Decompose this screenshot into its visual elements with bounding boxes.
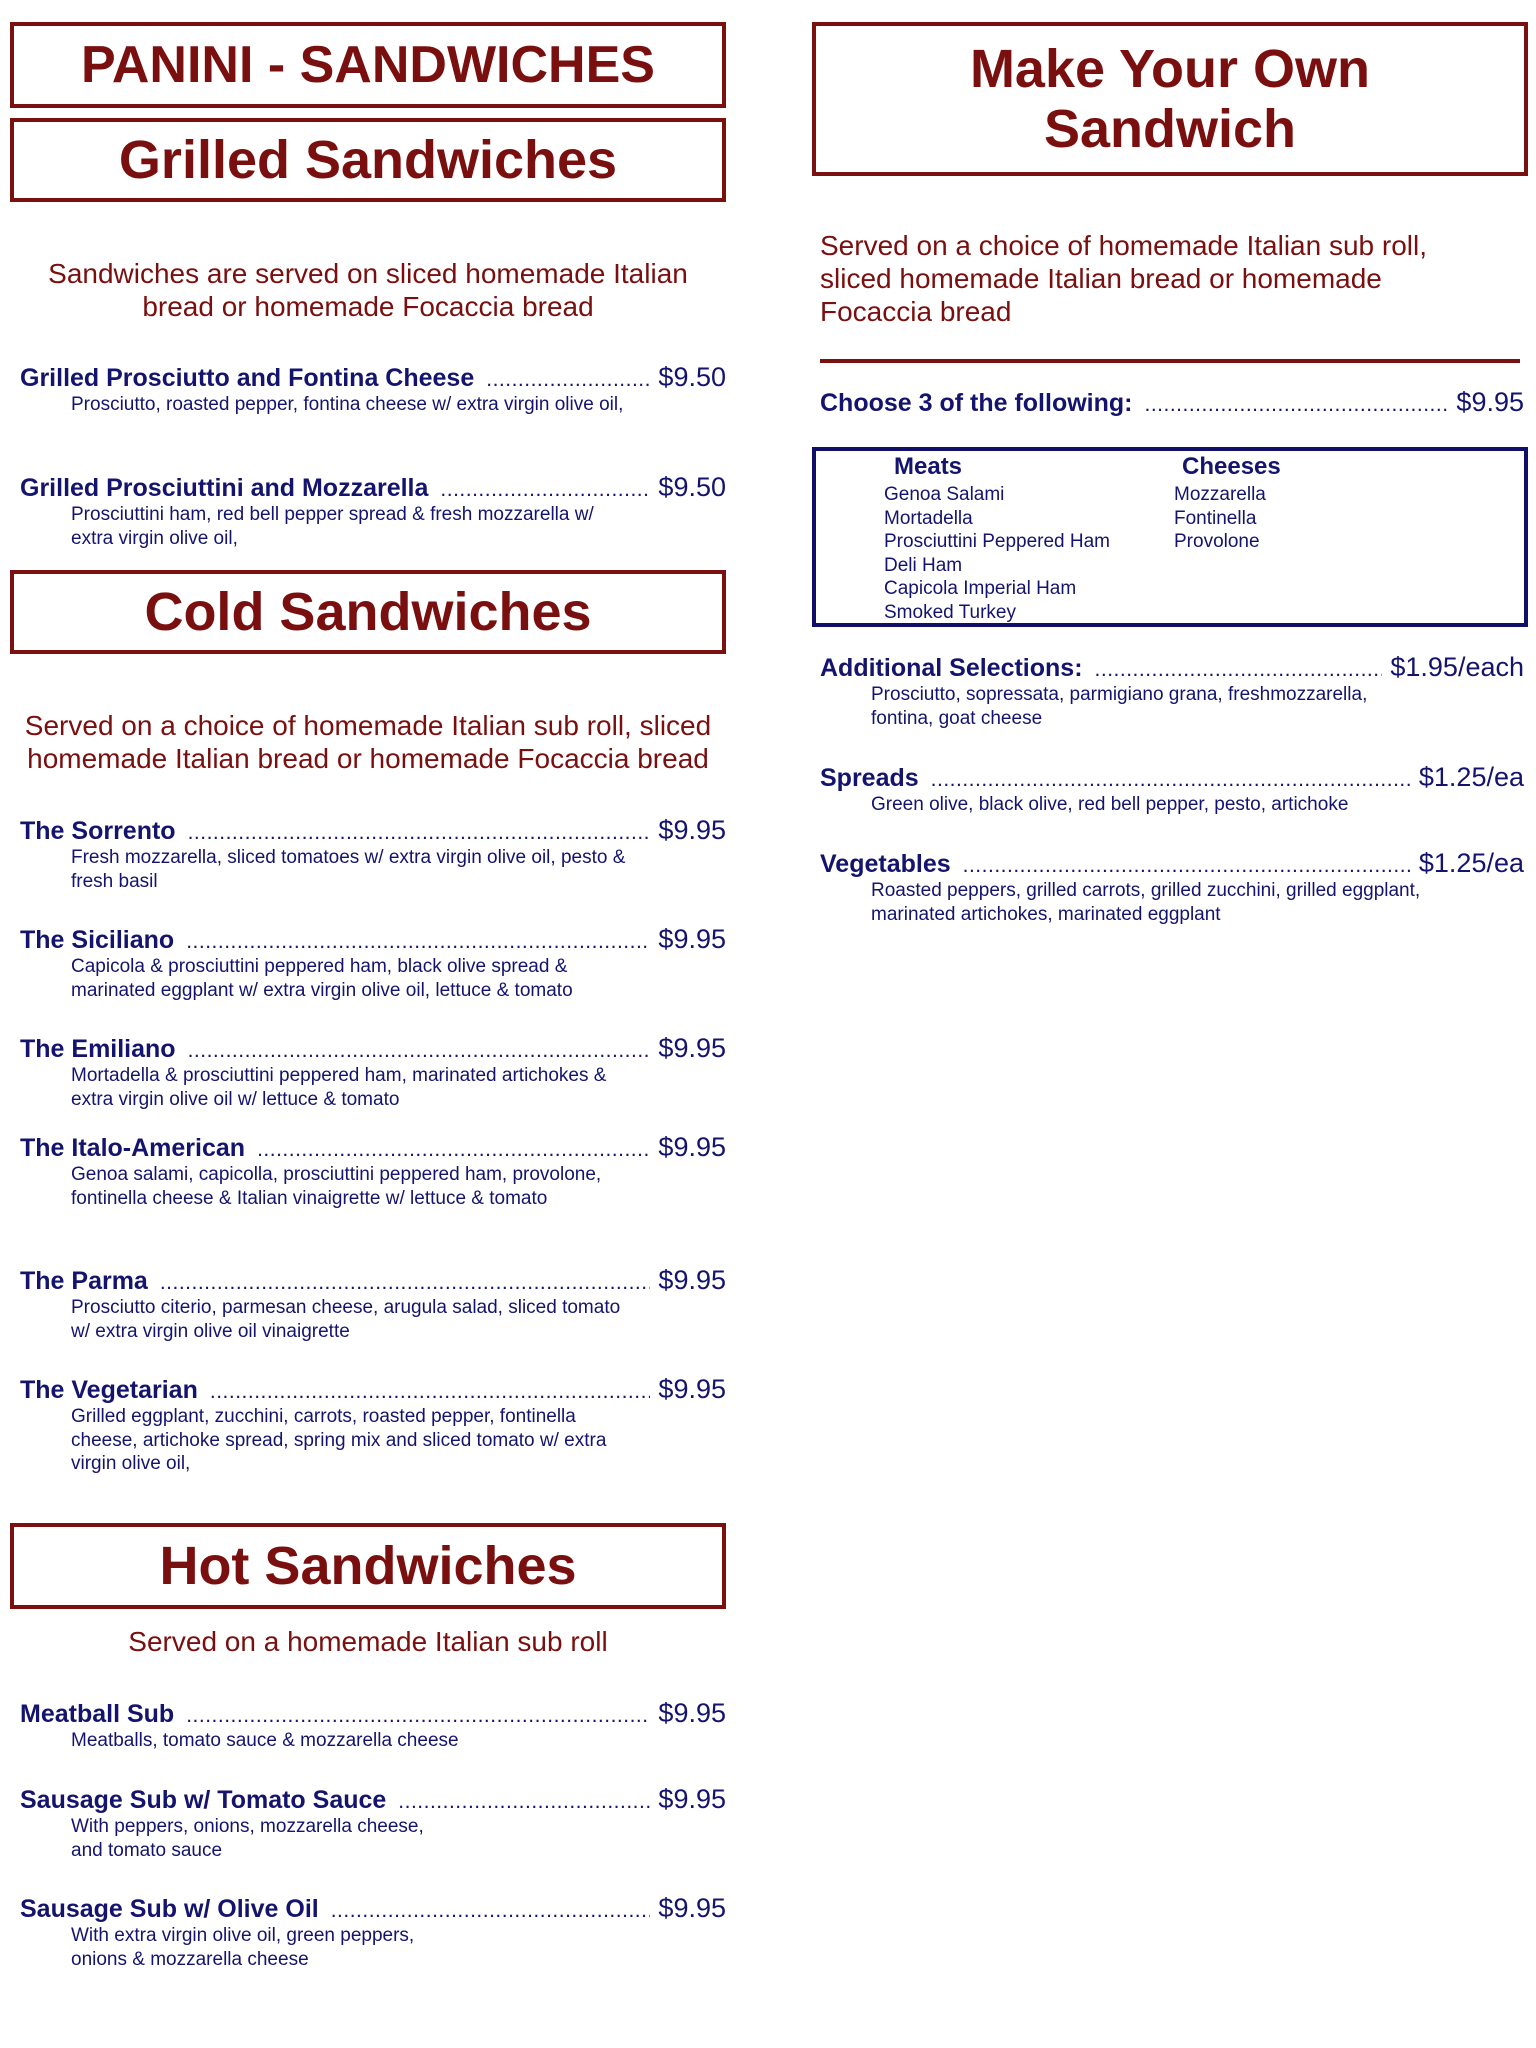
menu-item (20, 924, 726, 1002)
item-description: Prosciutto citerio, parmesan cheese, arugula salad, sliced tomato w/ extra virgin olive oil vinaigrette (71, 1297, 621, 1342)
list-item: Prosciuttini Peppered Ham (884, 531, 1110, 553)
item-price: $9.95 (658, 1033, 726, 1063)
item-name: The Siciliano (20, 926, 175, 954)
list-item: Mortadella (884, 507, 973, 529)
cheeses-list (1174, 483, 1281, 554)
make-your-own-subtitle: Served on a choice of homemade Italian sub roll, sliced homemade Italian bread or homemade Focaccia bread (820, 230, 1428, 327)
item-price: $9.95 (658, 1698, 726, 1728)
item-description: Roasted peppers, grilled carrots, grilled zucchini, grilled eggplant, marinated artichokes, marinated eggplant (871, 880, 1421, 925)
leader-dots (931, 768, 1411, 792)
hot-subtitle: Served on a homemade Italian sub roll (128, 1626, 608, 1657)
leader-dots (188, 1039, 651, 1063)
menu-item (20, 472, 726, 550)
menu-item (20, 362, 726, 417)
item-description: Prosciutto, roasted pepper, fontina cheese w/ extra virgin olive oil, (71, 394, 624, 415)
list-item: Smoked Turkey (884, 601, 1016, 623)
cold-subtitle: Served on a choice of homemade Italian sub roll, sliced homemade Italian bread or homemade Focaccia bread (24, 710, 712, 774)
grilled-subtitle: Sandwiches are served on sliced homemade Italian bread or homemade Focaccia bread (48, 258, 688, 322)
item-name: The Vegetarian (20, 1376, 198, 1404)
meats-list (884, 483, 1110, 624)
menu-item (20, 1265, 726, 1343)
divider (820, 359, 1520, 363)
menu-item (20, 1033, 726, 1111)
menu-item (820, 848, 1524, 926)
make-your-own-title: Make Your Own Sandwich (812, 22, 1528, 176)
menu-item (20, 1893, 726, 1971)
list-item: Deli Ham (884, 554, 963, 576)
menu-item (20, 1784, 726, 1862)
menu-item (820, 762, 1524, 817)
leader-dots (1144, 393, 1448, 417)
menu-item (820, 652, 1524, 730)
item-price: $9.50 (658, 472, 726, 502)
menu-item (820, 387, 1524, 418)
leader-dots (486, 368, 650, 392)
item-name: Sausage Sub w/ Tomato Sauce (20, 1786, 387, 1814)
item-description: Prosciuttini ham, red bell pepper spread & fresh mozzarella w/ extra virgin olive oil, (71, 504, 594, 549)
hot-title: Hot Sandwiches (10, 1523, 726, 1609)
leader-dots (186, 930, 650, 954)
item-price: $9.95 (658, 924, 726, 954)
item-name: The Emiliano (20, 1035, 176, 1063)
item-name: The Parma (20, 1267, 148, 1295)
cold-title: Cold Sandwiches (10, 570, 726, 654)
item-name: Meatball Sub (20, 1700, 175, 1728)
item-description: Prosciutto, sopressata, parmigiano grana, freshmozzarella, fontina, goat cheese (871, 684, 1368, 729)
item-description: Capicola & prosciuttini peppered ham, black olive spread & marinated eggplant w/ extra virgin olive oil, lettuce & tomato (71, 956, 573, 1001)
cheeses-column (1174, 453, 1281, 554)
leader-dots (331, 1899, 651, 1923)
item-name: Sausage Sub w/ Olive Oil (20, 1895, 319, 1923)
item-description: With extra virgin olive oil, green peppers, onions & mozzarella cheese (71, 1925, 415, 1970)
leader-dots (160, 1271, 651, 1295)
leader-dots (210, 1380, 651, 1404)
item-name: Grilled Prosciutto and Fontina Cheese (20, 364, 475, 392)
list-item: Genoa Salami (884, 484, 1005, 505)
item-name: Grilled Prosciuttini and Mozzarella (20, 474, 429, 502)
item-description: Mortadella & prosciuttini peppered ham, marinated artichokes & extra virgin olive oil w/ lettuce & tomato (71, 1065, 607, 1110)
leader-dots (257, 1138, 650, 1162)
item-price: $9.95 (658, 1784, 726, 1814)
item-description: Green olive, black olive, red bell pepper, pesto, artichoke (871, 794, 1349, 815)
menu-item (20, 1132, 726, 1210)
menu-item (20, 1698, 726, 1753)
item-name: Vegetables (820, 850, 951, 878)
item-price: $9.50 (658, 362, 726, 392)
leader-dots (398, 1790, 650, 1814)
item-price: $9.95 (1456, 387, 1524, 417)
list-item: Mozzarella (1174, 484, 1266, 505)
list-item: Fontinella (1174, 507, 1257, 529)
menu-item (20, 815, 726, 893)
menu-item (20, 1374, 726, 1476)
meats-heading: Meats (894, 453, 963, 480)
item-name: Spreads (820, 764, 919, 792)
item-price: $9.95 (658, 1132, 726, 1162)
leader-dots (1095, 658, 1383, 682)
item-price: $9.95 (658, 1893, 726, 1923)
item-name: The Sorrento (20, 817, 176, 845)
leader-dots (440, 478, 650, 502)
item-name: The Italo-American (20, 1134, 246, 1162)
leader-dots (188, 821, 651, 845)
panini-title: PANINI - SANDWICHES (10, 22, 726, 108)
item-description: With peppers, onions, mozzarella cheese, and tomato sauce (71, 1816, 424, 1861)
list-item: Provolone (1174, 531, 1260, 553)
item-price: $9.95 (658, 1374, 726, 1404)
item-description: Grilled eggplant, zucchini, carrots, roasted pepper, fontinella cheese, artichoke spread, spring mix and sliced tomato w/ extra virgin olive oil, (71, 1406, 607, 1475)
item-price: $1.25/ea (1418, 848, 1524, 878)
item-description: Meatballs, tomato sauce & mozzarella cheese (71, 1730, 459, 1751)
item-price: $9.95 (658, 815, 726, 845)
grilled-title: Grilled Sandwiches (10, 118, 726, 202)
choose-box (812, 447, 1528, 627)
item-description: Fresh mozzarella, sliced tomatoes w/ extra virgin olive oil, pesto & fresh basil (71, 847, 626, 892)
item-name: Additional Selections: (820, 654, 1083, 682)
item-price: $9.95 (658, 1265, 726, 1295)
item-price: $1.95/each (1390, 652, 1524, 682)
item-description: Genoa salami, capicolla, prosciuttini peppered ham, provolone, fontinella cheese & Italian vinaigrette w/ lettuce & tomato (71, 1164, 602, 1209)
item-name: Choose 3 of the following: (820, 389, 1133, 417)
item-price: $1.25/ea (1418, 762, 1524, 792)
list-item: Capicola Imperial Ham (884, 578, 1077, 600)
leader-dots (963, 854, 1411, 878)
leader-dots (186, 1704, 650, 1728)
cheeses-heading: Cheeses (1182, 453, 1281, 480)
meats-column (884, 453, 1110, 624)
